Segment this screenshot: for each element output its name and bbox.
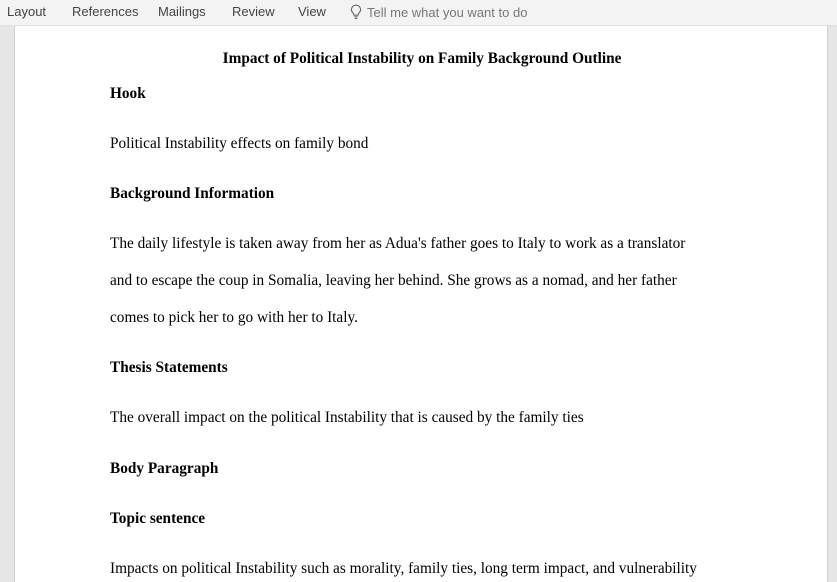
tab-mailings[interactable]: Mailings (158, 4, 206, 19)
tab-review[interactable]: Review (232, 4, 275, 19)
tab-view[interactable]: View (298, 4, 326, 19)
background-line-3: comes to pick her to go with her to Italy. (110, 309, 358, 326)
hook-heading: Hook (110, 85, 146, 102)
hook-text: Political Instability effects on family bond (110, 135, 369, 152)
background-line-2: and to escape the coup in Somalia, leaving her behind. She grows as a nomad, and her father (110, 272, 677, 289)
thesis-text: The overall impact on the political Instability that is caused by the family ties (110, 409, 584, 426)
lightbulb-icon (350, 4, 362, 20)
tell-me-search[interactable] (350, 3, 527, 21)
tell-me-placeholder: Tell me what you want to do (367, 4, 528, 20)
tab-references[interactable]: References (72, 4, 139, 19)
document-page[interactable] (14, 26, 828, 582)
ribbon-tab-bar (0, 0, 837, 26)
topic-text: Impacts on political Instability such as morality, family ties, long term impact, and vulnerability (110, 560, 697, 577)
body-paragraph-heading: Body Paragraph (110, 460, 219, 477)
thesis-heading: Thesis Statements (110, 359, 228, 376)
background-heading: Background Information (110, 185, 275, 202)
tab-layout[interactable]: Layout (7, 4, 47, 19)
background-line-1: The daily lifestyle is taken away from her as Adua's father goes to Italy to work as a translator (110, 235, 686, 252)
document-title: Impact of Political Instability on Family Background Outline (222, 50, 622, 67)
topic-sentence-heading: Topic sentence (110, 510, 206, 527)
